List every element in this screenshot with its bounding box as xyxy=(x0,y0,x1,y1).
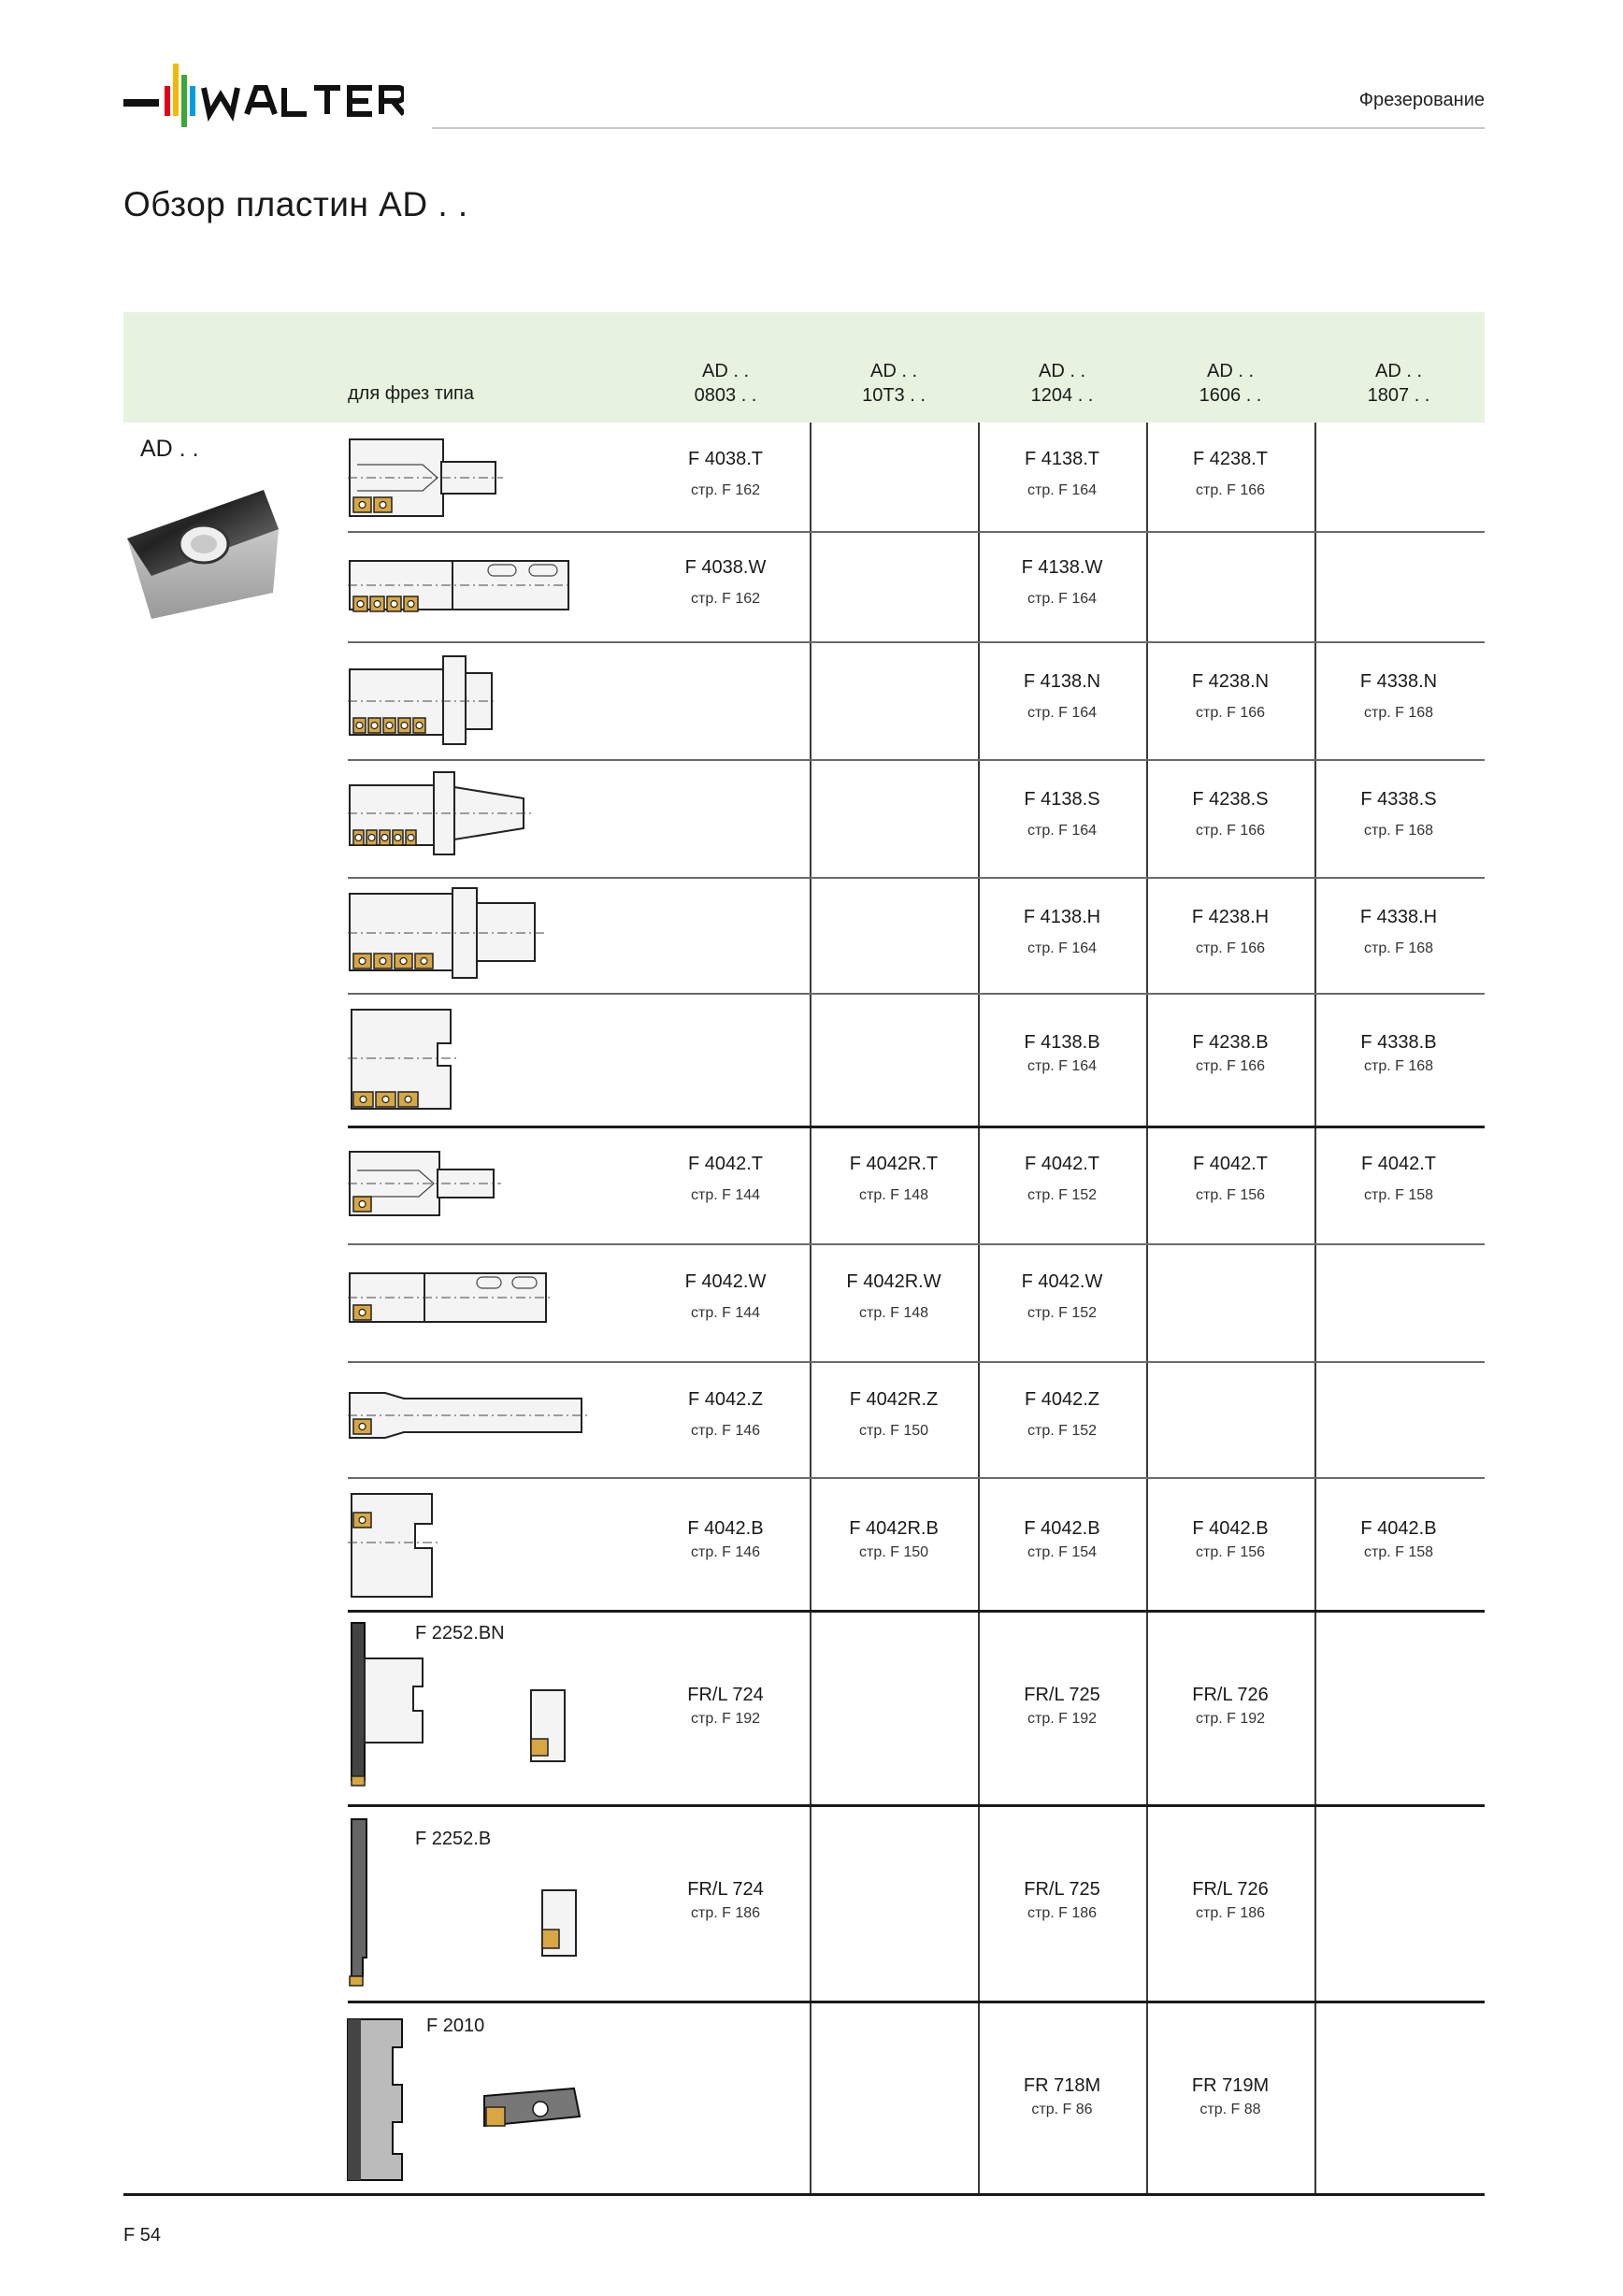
catalog-page-ref: стр. F 168 xyxy=(1363,823,1434,839)
table-cell xyxy=(978,669,1146,724)
catalog-page-ref: стр. F 148 xyxy=(858,1187,929,1203)
catalog-page-ref: стр. F 168 xyxy=(1363,705,1434,721)
catalog-page-ref: стр. F 166 xyxy=(1195,823,1266,839)
cutter-code: F 4038.T xyxy=(687,449,764,469)
cutter-code: F 4042.Z xyxy=(1024,1389,1100,1410)
cutter-code: F 4238.B xyxy=(1192,1032,1269,1053)
catalog-page-ref: стр. F 164 xyxy=(1027,591,1098,607)
table-cell xyxy=(1314,1516,1483,1563)
table-cell xyxy=(1146,787,1314,841)
catalog-page-ref: стр. F 158 xyxy=(1363,1187,1434,1203)
cutter-code: F 4042R.W xyxy=(846,1271,941,1292)
cutter-code: FR/L 724 xyxy=(687,1879,764,1900)
cutter-code: F 4042.B xyxy=(1192,1518,1269,1539)
catalog-page-ref: стр. F 192 xyxy=(690,1711,761,1727)
column-header-line2: 10T3 . . xyxy=(862,385,926,406)
cutter-code: FR/L 725 xyxy=(1024,1879,1100,1900)
cutter-drawing-cylindrical-shank xyxy=(348,1387,591,1443)
table-cell xyxy=(1146,1683,1314,1729)
table-cell xyxy=(978,447,1146,501)
table-cell xyxy=(810,1152,978,1206)
row-divider xyxy=(348,1477,1485,1479)
cutter-code: F 4042.B xyxy=(1024,1518,1100,1539)
cutter-code: F 4138.B xyxy=(1024,1032,1100,1053)
catalog-page-ref: стр. F 192 xyxy=(1195,1711,1266,1727)
table-cell xyxy=(978,1387,1146,1442)
table-cell xyxy=(1314,669,1483,724)
column-header-line2: 1204 . . xyxy=(1030,385,1094,406)
tool-label: F 2010 xyxy=(426,2016,485,2036)
cutter-code: F 4042.W xyxy=(1021,1271,1103,1292)
tool-label: F 2252.B xyxy=(415,1829,492,1849)
cutter-drawing-weldon xyxy=(348,1268,553,1327)
catalog-page-ref: стр. F 186 xyxy=(1195,1905,1266,1921)
column-header xyxy=(810,359,978,408)
cutter-code: F 4042.B xyxy=(1360,1518,1437,1539)
catalog-page-ref: стр. F 156 xyxy=(1195,1187,1266,1203)
section-label: Фрезерование xyxy=(1358,90,1485,110)
table-cell xyxy=(641,447,810,501)
table-cell xyxy=(978,1270,1146,1324)
cutter-code: FR/L 725 xyxy=(1024,1685,1100,1705)
table-cell xyxy=(978,1516,1146,1563)
cutter-code: FR 718M xyxy=(1023,2075,1101,2096)
cutter-code: F 4042.Z xyxy=(687,1389,764,1410)
table-cell xyxy=(1146,1877,1314,1924)
catalog-page-ref: стр. F 168 xyxy=(1363,940,1434,956)
cutter-code: FR/L 724 xyxy=(687,1685,764,1705)
cutter-drawing-screw-in xyxy=(348,436,507,520)
table-cell xyxy=(1146,2074,1314,2120)
table-cell xyxy=(1146,1030,1314,1077)
column-header-line2: 0803 . . xyxy=(694,385,757,406)
catalog-page-ref: стр. F 148 xyxy=(858,1305,929,1321)
row-divider xyxy=(348,1804,1485,1807)
cutter-code: F 4338.H xyxy=(1359,907,1438,927)
table-cell xyxy=(978,787,1146,841)
table-cell xyxy=(1314,787,1483,841)
insert-label: AD . . xyxy=(140,436,199,462)
column-header-line1: AD . . xyxy=(701,361,749,381)
table-cell xyxy=(1146,905,1314,959)
catalog-page-ref: стр. F 156 xyxy=(1195,1544,1266,1560)
column-header-line1: AD . . xyxy=(1374,361,1422,381)
catalog-page-ref: стр. F 164 xyxy=(1027,1058,1098,1074)
cutter-drawing-shell-mill xyxy=(348,1006,460,1114)
row-divider xyxy=(348,877,1485,879)
table-cell xyxy=(641,1387,810,1442)
cutter-drawing-weldon xyxy=(348,557,572,617)
table-cell xyxy=(978,555,1146,610)
catalog-page-ref: стр. F 158 xyxy=(1363,1544,1434,1560)
cutter-drawing-hsk xyxy=(348,886,544,980)
row-divider xyxy=(348,1126,1485,1128)
table-cell xyxy=(978,2074,1146,2120)
catalog-page-ref: стр. F 168 xyxy=(1363,1058,1434,1074)
column-header-line2: 1807 . . xyxy=(1367,385,1430,406)
cutter-drawing-screw-in xyxy=(348,1148,507,1219)
cutter-drawing-arbor xyxy=(348,653,497,746)
catalog-page-ref: стр. F 144 xyxy=(690,1187,761,1203)
table-cell xyxy=(641,555,810,610)
catalog-page-ref: стр. F 166 xyxy=(1195,940,1266,956)
insert-photo xyxy=(123,482,284,624)
row-divider xyxy=(348,993,1485,995)
column-header xyxy=(641,359,810,408)
cutter-code: F 4042.T xyxy=(1360,1154,1437,1174)
cutter-drawing-face-mill xyxy=(344,2014,596,2188)
catalog-page-ref: стр. F 154 xyxy=(1027,1544,1098,1560)
table-cell xyxy=(1314,1030,1483,1077)
cutter-code: F 4238.H xyxy=(1191,907,1270,927)
catalog-page-ref: стр. F 166 xyxy=(1195,705,1266,721)
catalog-page-ref: стр. F 164 xyxy=(1027,940,1098,956)
walter-logo xyxy=(123,60,404,135)
table-cell xyxy=(810,1270,978,1324)
table-cell xyxy=(810,1516,978,1563)
cutter-code: F 4042R.B xyxy=(849,1518,939,1539)
catalog-page-ref: стр. F 152 xyxy=(1027,1187,1098,1203)
cutter-code: F 4238.S xyxy=(1192,789,1269,810)
cutter-code: F 4338.S xyxy=(1360,789,1437,810)
column-header-line1: AD . . xyxy=(1206,361,1254,381)
catalog-page-ref: стр. F 144 xyxy=(690,1305,761,1321)
cutter-code: FR/L 726 xyxy=(1192,1685,1269,1705)
column-header xyxy=(1146,359,1314,408)
table-cell xyxy=(1146,669,1314,724)
cutter-code: FR 719M xyxy=(1191,2075,1270,2096)
cutter-code: F 4138.H xyxy=(1023,907,1101,927)
cutter-drawing-disc-mill xyxy=(348,1621,572,1789)
column-header xyxy=(1314,359,1483,408)
cutter-code: F 4042.T xyxy=(687,1154,764,1174)
table-cell xyxy=(641,1516,810,1563)
row-divider xyxy=(348,1243,1485,1245)
table-cell xyxy=(1314,905,1483,959)
cutter-code: F 4138.W xyxy=(1021,557,1103,578)
cutter-code: F 4042R.Z xyxy=(849,1389,939,1410)
cutter-code: F 4338.N xyxy=(1359,671,1438,692)
catalog-page-ref: стр. F 166 xyxy=(1195,1058,1266,1074)
page-number: F 54 xyxy=(123,2225,162,2246)
table-cell xyxy=(978,1030,1146,1077)
table-cell xyxy=(978,1152,1146,1206)
catalog-page-ref: стр. F 192 xyxy=(1027,1711,1098,1727)
catalog-page-ref: стр. F 150 xyxy=(858,1423,929,1439)
cutter-drawing-shell-mill xyxy=(348,1490,441,1602)
table-cell xyxy=(641,1152,810,1206)
catalog-page-ref: стр. F 146 xyxy=(690,1423,761,1439)
cutter-code: F 4138.N xyxy=(1023,671,1101,692)
tool-label: F 2252.BN xyxy=(415,1623,505,1643)
catalog-page-ref: стр. F 166 xyxy=(1195,482,1266,498)
table-cell xyxy=(641,1877,810,1924)
header-rule xyxy=(432,127,1485,129)
row-divider xyxy=(348,531,1485,533)
table-cell xyxy=(1146,1516,1314,1563)
for-type-label: для фрез типа xyxy=(348,383,474,404)
row-divider xyxy=(348,759,1485,761)
catalog-page-ref: стр. F 164 xyxy=(1027,705,1098,721)
page-title: Обзор пластин AD . . xyxy=(123,185,468,223)
column-header-line1: AD . . xyxy=(869,361,917,381)
catalog-page-ref: стр. F 186 xyxy=(690,1905,761,1921)
table-cell xyxy=(641,1683,810,1729)
cutter-code: F 4138.S xyxy=(1024,789,1100,810)
cutter-code: F 4038.W xyxy=(684,557,767,578)
cutter-code: F 4042R.T xyxy=(849,1154,939,1174)
table-cell xyxy=(641,1270,810,1324)
cutter-code: F 4338.B xyxy=(1360,1032,1437,1053)
cutter-code: F 4138.T xyxy=(1024,449,1100,469)
table-cell xyxy=(1146,1152,1314,1206)
cutter-code: FR/L 726 xyxy=(1192,1879,1269,1900)
table-cell xyxy=(978,1877,1146,1924)
table-cell xyxy=(978,905,1146,959)
column-header xyxy=(978,359,1146,408)
row-divider xyxy=(348,641,1485,643)
table-cell xyxy=(978,1683,1146,1729)
catalog-page-ref: стр. F 152 xyxy=(1027,1423,1098,1439)
table-cell xyxy=(1146,447,1314,501)
catalog-page-ref: стр. F 150 xyxy=(858,1544,929,1560)
cutter-code: F 4042.B xyxy=(687,1518,764,1539)
cutter-code: F 4042.W xyxy=(684,1271,767,1292)
cutter-code: F 4042.T xyxy=(1024,1154,1100,1174)
table-bottom-rule xyxy=(123,2193,1485,2196)
cutter-code: F 4238.N xyxy=(1191,671,1270,692)
cutter-code: F 4042.T xyxy=(1192,1154,1269,1174)
row-divider xyxy=(348,1610,1485,1613)
row-divider xyxy=(348,2001,1485,2003)
catalog-page-ref: стр. F 146 xyxy=(690,1544,761,1560)
catalog-page-ref: стр. F 152 xyxy=(1027,1305,1098,1321)
catalog-page-ref: стр. F 164 xyxy=(1027,482,1098,498)
catalog-page-ref: стр. F 186 xyxy=(1027,1905,1098,1921)
table-cell xyxy=(810,1387,978,1442)
catalog-page-ref: стр. F 86 xyxy=(1031,2102,1093,2117)
column-header-line2: 1606 . . xyxy=(1199,385,1262,406)
catalog-page-ref: стр. F 164 xyxy=(1027,823,1098,839)
row-divider xyxy=(348,1361,1485,1363)
catalog-page-ref: стр. F 162 xyxy=(690,591,761,607)
catalog-page-ref: стр. F 88 xyxy=(1199,2102,1261,2117)
cutter-drawing-steep-taper xyxy=(348,768,535,858)
column-header-line1: AD . . xyxy=(1038,361,1085,381)
catalog-page-ref: стр. F 162 xyxy=(690,482,761,498)
cutter-code: F 4238.T xyxy=(1192,449,1269,469)
table-cell xyxy=(1314,1152,1483,1206)
